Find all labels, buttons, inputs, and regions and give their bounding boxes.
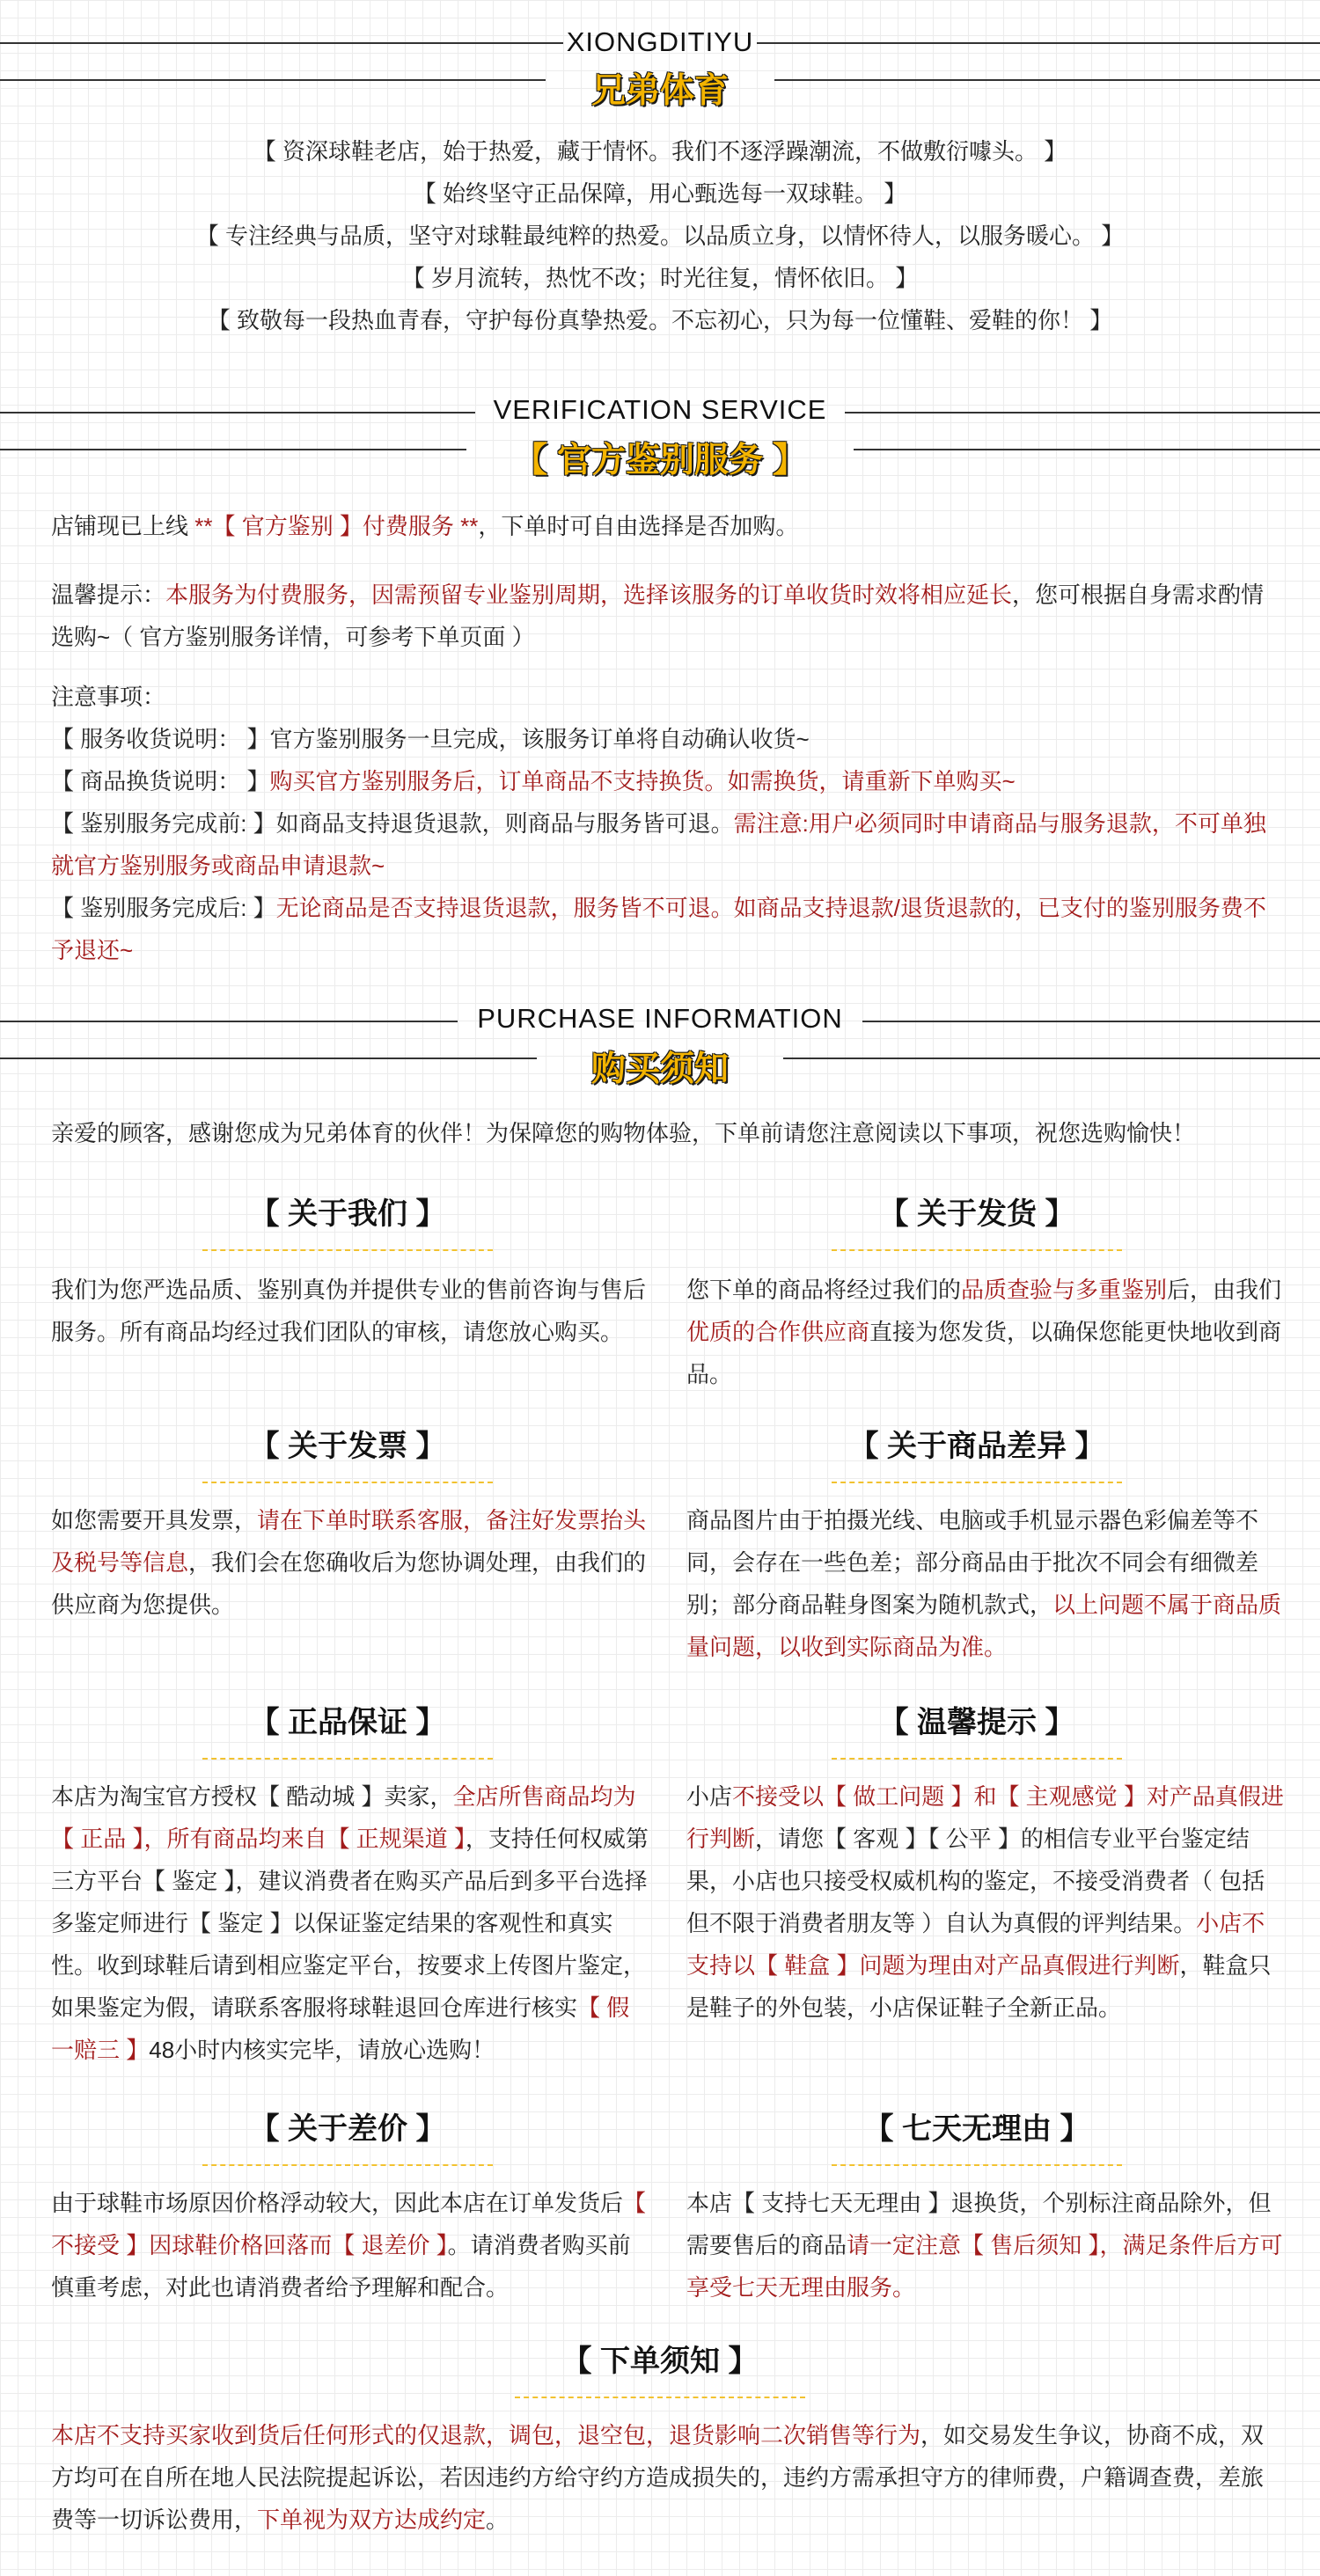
verification-cn: 【 官方鉴别服务 】 <box>513 442 807 479</box>
section-difference: 商品图片由于拍摄光线、电脑或手机显示器色彩偏差等不同，会存在一些色差；部分商品由于批次不同会有细微差别；部分商品鞋身图案为随机款式，以上问题不属于商品质量问题，以收到实际商品为准。 <box>686 1507 1282 1660</box>
brand-cn: 兄弟体育 <box>590 72 729 110</box>
section-shipping: 您下单的商品将经过我们的品质查验与多重鉴别后，由我们优质的合作供应商直接为您发货，以确保您能更快地收到商品。 <box>686 1277 1282 1387</box>
intro-line-5: 【 致敬每一段热血青春，守护每份真挚热爱。不忘初心，只为每一位懂鞋、爱鞋的你！ 】 <box>207 307 1113 333</box>
section-title-seven-days: 【 七天无理由 】 <box>863 2112 1090 2146</box>
verification-online: 店铺现已上线 **【 官方鉴别 】付费服务 **，下单时可自由选择是否加购。 <box>51 513 799 539</box>
section-title-price: 【 关于差价 】 <box>249 2112 446 2146</box>
purchase-en: PURCHASE INFORMATION <box>477 1003 843 1034</box>
section-title-reminder: 【 温馨提示 】 <box>878 1706 1075 1739</box>
section-underline <box>832 1758 1122 1760</box>
verification-en: VERIFICATION SERVICE <box>493 394 827 425</box>
brand-en: XIONGDITIYU <box>566 26 754 57</box>
section-seven-days: 本店【 支持七天无理由 】退换货，个别标注商品除外，但需要售后的商品请一定注意【 售后须知 】，满足条件后方可享受七天无理由服务。 <box>686 2190 1283 2301</box>
section-invoice: 如您需要开具发票，请在下单时联系客服，备注好发票抬头及税号等信息，我们会在您确收后为您协调处理，由我们的供应商为您提供。 <box>51 1507 647 1618</box>
purchase-cn: 购买须知 <box>590 1050 729 1088</box>
note-exchange: 【 商品换货说明： 】购买官方鉴别服务后，订单商品不支持换货。如需换货，请重新下单购买~ <box>51 768 1016 794</box>
brand-header <box>0 25 1320 113</box>
section-about-us: 我们为您严选品质、鉴别真伪并提供专业的售前咨询与售后服务。所有商品均经过我们团队的审核，请您放心购买。 <box>51 1277 647 1345</box>
section-underline <box>202 1249 493 1251</box>
note-after: 【 鉴别服务完成后: 】无论商品是否支持退货退款，服务皆不可退。如商品支持退款/退货退款的，已支付的鉴别服务费不予退还~ <box>51 895 1266 963</box>
intro-line-2: 【 始终坚守正品保障，用心甄选每一双球鞋。 】 <box>413 180 907 207</box>
purchase-header <box>0 1003 1320 1091</box>
section-underline <box>832 1249 1122 1251</box>
note-receipt: 【 服务收货说明： 】官方鉴别服务一旦完成，该服务订单将自动确认收货~ <box>51 726 810 752</box>
section-underline <box>832 2164 1122 2166</box>
section-title-about-us: 【 关于我们 】 <box>249 1197 446 1231</box>
notes-label: 注意事项： <box>51 684 166 710</box>
verification-tip: 温馨提示：本服务为付费服务，因需预留专业鉴别周期，选择该服务的订单收货时效将相应延长，您可根据自身需求酌情选购~（ 官方鉴别服务详情，可参考下单页面 ） <box>51 582 1265 650</box>
section-genuine: 本店为淘宝官方授权【 酷动城 】卖家，全店所售商品均为【 正品 】，所有商品均来自【 正规渠道 】，支持任何权威第三方平台【 鉴定 】，建议消费者在购买产品后到多平台选择多鉴定师进行【 鉴定 】以保证鉴定结果的客观性和真实性。收到球鞋后请到相应鉴定平台，按要求上传图片鉴定，如果鉴定为假，请联系客服将球鞋退回仓库进行核实【 假一赔三 】48小时内核实完毕，请放心选购！ <box>51 1783 649 2063</box>
section-title-genuine: 【 正品保证 】 <box>249 1706 446 1739</box>
section-underline <box>515 2397 805 2398</box>
section-price: 由于球鞋市场原因价格浮动较大，因此本店在订单发货后【 不接受 】因球鞋价格回落而【 退差价 】。请消费者购买前慎重考虑，对此也请消费者给予理解和配合。 <box>51 2190 647 2301</box>
verification-header <box>0 394 1320 482</box>
section-title-invoice: 【 关于发票 】 <box>249 1430 446 1463</box>
section-order: 本店不支持买家收到货后任何形式的仅退款，调包，退空包，退货影响二次销售等行为，如交易发生争议，协商不成，双方均可在自所在地人民法院提起诉讼，若因违约方给守约方造成损失的，违约方需承担守方的律师费，户籍调查费，差旅费等一切诉讼费用，下单视为双方达成约定。 <box>51 2422 1265 2533</box>
section-title-difference: 【 关于商品差异 】 <box>848 1430 1105 1463</box>
intro-line-4: 【 岁月流转，热忱不改；时光往复，情怀依旧。 】 <box>401 265 919 291</box>
section-underline <box>832 1482 1122 1483</box>
section-underline <box>202 1758 493 1760</box>
section-title-shipping: 【 关于发货 】 <box>878 1197 1075 1231</box>
note-before: 【 鉴别服务完成前: 】如商品支持退货退款，则商品与服务皆可退。需注意:用户必须同时申请商品与服务退款，不可单独就官方鉴别服务或商品申请退款~ <box>51 810 1266 879</box>
intro-line-3: 【 专注经典与品质，坚守对球鞋最纯粹的热爱。以品质立身，以情怀待人，以服务暖心。 】 <box>195 223 1125 249</box>
intro-line-1: 【 资深球鞋老店，始于热爱，藏于情怀。我们不逐浮躁潮流，不做敷衍噱头。 】 <box>253 138 1067 165</box>
section-underline <box>202 2164 493 2166</box>
section-title-order: 【 下单须知 】 <box>561 2345 759 2378</box>
section-underline <box>202 1482 493 1483</box>
greeting: 亲爱的顾客，感谢您成为兄弟体育的伙伴！为保障您的购物体验，下单前请您注意阅读以下事项，祝您选购愉快！ <box>51 1120 1196 1146</box>
section-reminder: 小店不接受以【 做工问题 】和【 主观感觉 】对产品真假进行判断，请您【 客观 】【 公平 】的相信专业平台鉴定结果，小店也只接受权威机构的鉴定，不接受消费者（ 包括但不限于消费者朋友等 ）自认为真假的评判结果。小店不支持以【 鞋盒 】问题为理由对产品真假进行判断，鞋盒只是鞋子的外包装，小店保证鞋子全新正品。 <box>686 1783 1284 2021</box>
